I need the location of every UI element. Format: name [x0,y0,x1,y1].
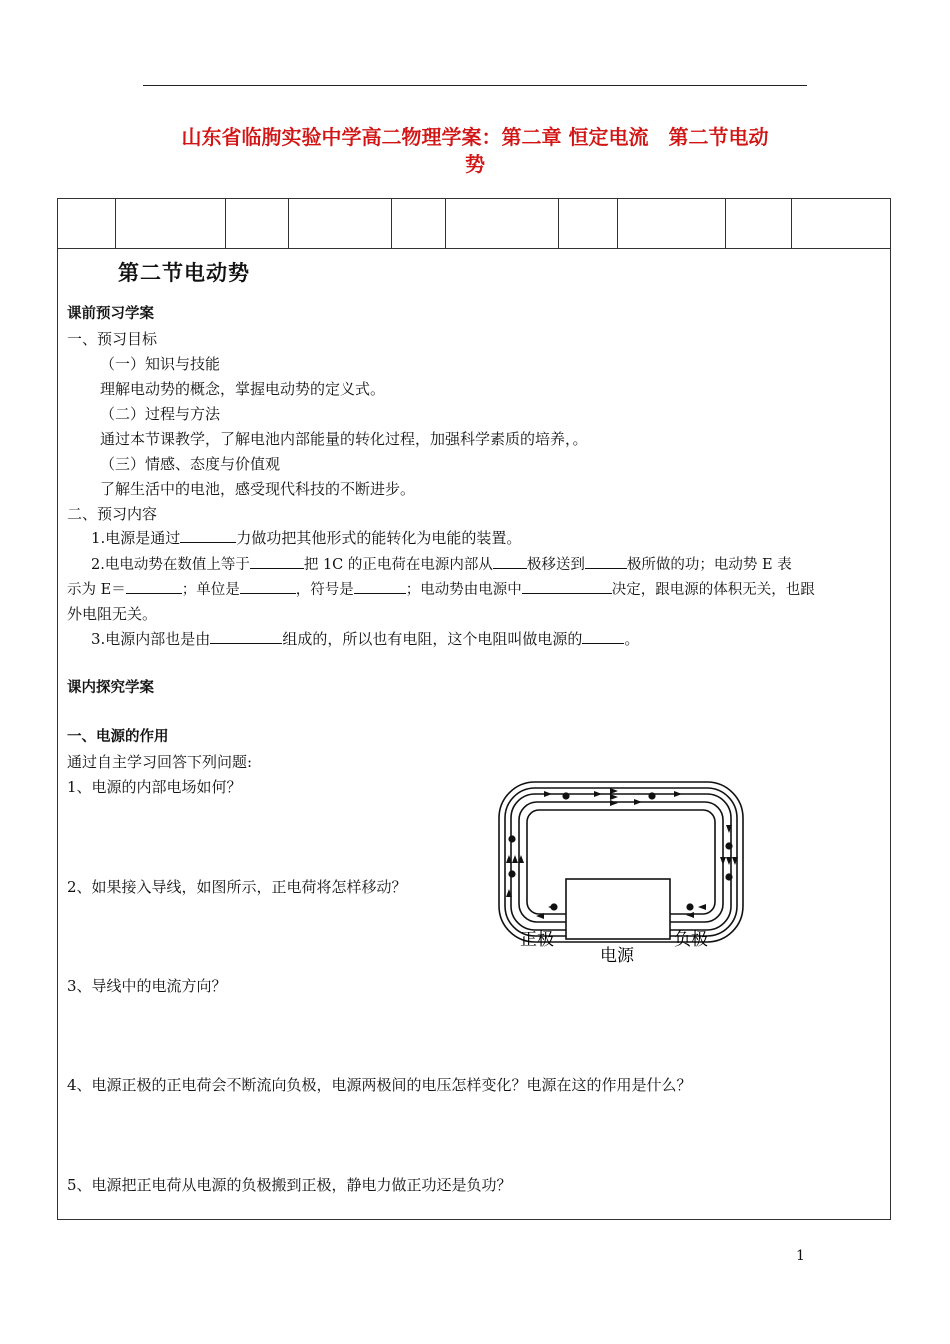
question-1 [91,528,521,548]
header-grid [58,199,890,249]
part1-heading: 一、电源的作用 [67,729,169,745]
answer-blank[interactable] [240,579,296,594]
answer-blank[interactable] [126,579,182,594]
answer-blank[interactable] [585,554,627,569]
label-positive-terminal: 正极 [520,930,554,950]
q2-text-e: 示为 E＝ [67,582,126,598]
answer-blank[interactable] [210,629,282,644]
explore-heading: 课内探究学案 [67,680,154,696]
q2-text-a: 2.电电动势在数值上等于 [91,557,250,573]
discussion-question-1: 1、电源的内部电场如何？ [67,778,242,796]
goal1-heading: （一）知识与技能 [100,355,221,373]
grid-divider [725,199,726,249]
grid-divider [288,199,289,249]
answer-blank[interactable] [522,579,612,594]
goal3-heading: （三）情感、态度与价值观 [100,455,281,473]
discussion-question-3: 3、导线中的电流方向？ [67,977,227,995]
intro-text: 通过自主学习回答下列问题: [67,753,253,771]
discussion-question-2: 2、如果接入导线，如图所示，正电荷将怎样移动？ [67,878,407,896]
question-2-line-2 [67,579,815,600]
document-title [100,124,850,178]
goal2-heading: （二）过程与方法 [100,405,221,423]
content-heading: 二、预习内容 [67,505,158,523]
goal1-text: 理解电动势的概念，掌握电动势的定义式。 [100,380,386,398]
grid-divider [445,199,446,249]
preview-heading: 课前预习学案 [67,306,154,322]
grid-divider [791,199,792,249]
answer-blank[interactable] [180,528,236,543]
title-line-1: 山东省临朐实验中学高二物理学案：第二章 恒定电流 第二节电动 [181,125,769,149]
title-line-2: 势 [465,152,485,176]
page-number: 1 [796,1248,805,1264]
label-power-source: 电源 [600,946,634,966]
goal2-text: 通过本节课教学，了解电池内部能量的转化过程，加强科学素质的培养，。 [100,430,588,448]
circuit-diagram [494,777,750,973]
discussion-question-4: 4、电源正极的正电荷会不断流向负极，电源两极间的电压怎样变化？电源在这的作用是什么？ [67,1076,692,1094]
q2-text-c: 极移送到 [526,557,585,573]
q2-text-i: 决定，跟电源的体积无关，也跟 [611,582,815,598]
question-2-line-3: 外电阻无关。 [67,605,158,623]
content-frame [57,198,891,1220]
q3-text-c: 。 [624,630,640,648]
goal3-text: 了解生活中的电池，感受现代科技的不断进步。 [100,480,416,498]
grid-divider [558,199,559,249]
grid-divider [391,199,392,249]
q2-text-g: ，符号是 [295,582,354,598]
power-source-box [566,879,670,939]
question-2-line-1 [91,554,792,575]
q2-text-d: 极所做的功；电动势 E 表 [626,557,792,573]
question-3 [91,629,639,649]
grid-divider [115,199,116,249]
answer-blank[interactable] [493,554,527,569]
grid-divider [225,199,226,249]
section-title: 第二节电动势 [118,261,250,285]
q3-text-a: 3.电源内部也是由 [91,630,211,648]
label-negative-terminal: 负极 [674,930,708,950]
grid-divider [617,199,618,249]
q2-text-f: ；单位是 [181,582,240,598]
q1-text-a: 1.电源是通过 [91,529,181,547]
q2-text-b: 把 1C 的正电荷在电源内部从 [303,557,493,573]
answer-blank[interactable] [354,579,406,594]
answer-blank[interactable] [582,629,624,644]
discussion-question-5: 5、电源把正电荷从电源的负极搬到正极，静电力做正功还是负功？ [67,1176,512,1194]
goals-heading: 一、预习目标 [67,330,158,348]
q1-text-b: 力做功把其他形式的能转化为电能的装置。 [236,529,522,547]
q2-text-h: ；电动势由电源中 [405,582,522,598]
q3-text-b: 组成的，所以也有电阻，这个电阻叫做电源的 [282,630,583,648]
header-rule [143,85,807,86]
answer-blank[interactable] [250,554,304,569]
